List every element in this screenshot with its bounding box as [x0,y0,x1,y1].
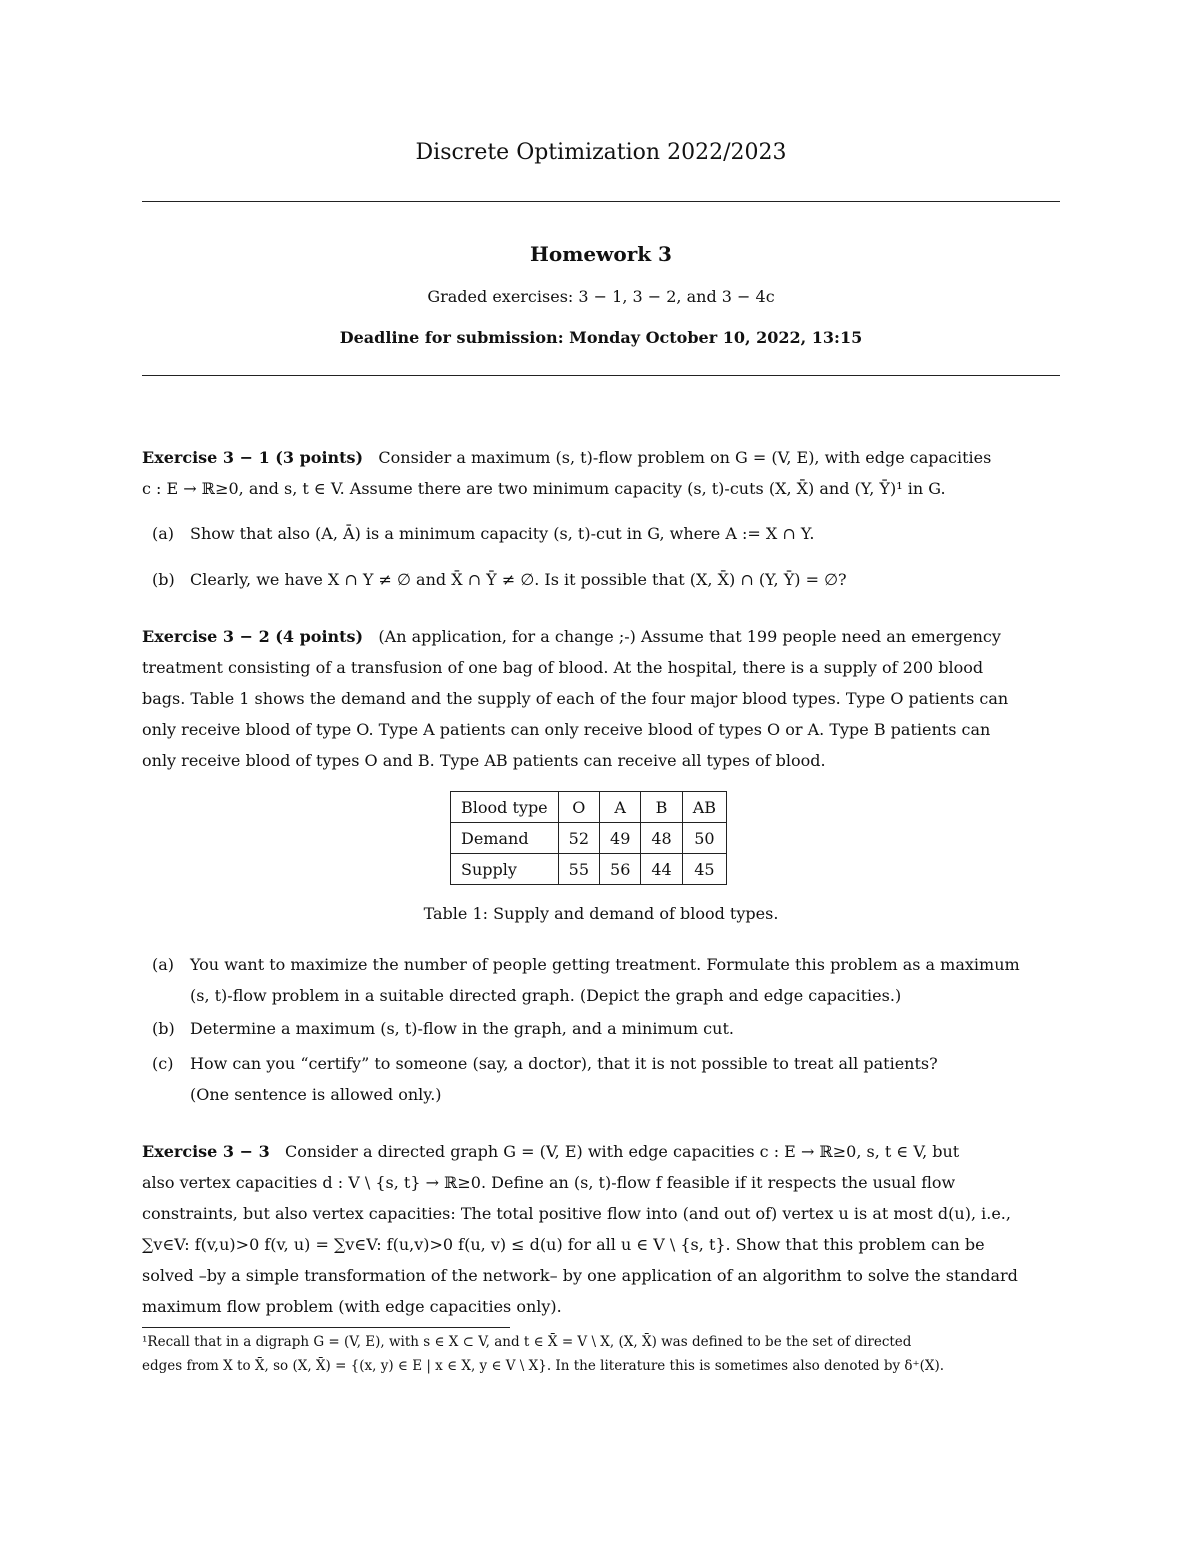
footnote [142,1330,1060,1378]
exercise-3-line-1: Consider a directed graph G = (V, E) with edge capacities c : E → ℝ≥0, s, t ∈ V, but [285,1142,960,1161]
table-cell: 56 [600,854,641,885]
part-label: (a) [152,524,175,543]
exercise-2-part-a [152,949,1060,1011]
part-text: Clearly, we have X ∩ Y ≠ ∅ and X̄ ∩ Ȳ ≠ ∅. Is it possible that (X, X̄) ∩ (Y, Ȳ) = ∅? [190,570,847,589]
table-header-row [451,792,727,823]
table-cell: B [641,792,682,823]
exercise-3-body [142,1136,1060,1322]
exercise-2-line-4: only receive blood of type O. Type A patients can only receive blood of types O or A. Type B patients can [142,720,991,739]
part-text-line-1: How can you “certify” to someone (say, a doctor), that it is not possible to treat all patients? [190,1054,938,1073]
exercise-2-intro [142,621,1060,776]
exercise-3-line-5: solved –by a simple transformation of the network– by one application of an algorithm to solve the standard [142,1266,1018,1285]
exercise-2-line-5: only receive blood of types O and B. Type AB patients can receive all types of blood. [142,751,826,770]
table-cell: Supply [451,854,559,885]
exercise-1-line-2: c : E → ℝ≥0, and s, t ∈ V. Assume there are two minimum capacity (s, t)-cuts (X, X̄) and (Y, Ȳ)¹ in G. [142,479,946,498]
part-text: Show that also (A, Ā) is a minimum capacity (s, t)-cut in G, where A := X ∩ Y. [190,524,815,543]
exercise-3-line-4: ∑v∈V: f(v,u)>0 f(v, u) = ∑v∈V: f(u,v)>0 f(u, v) ≤ d(u) for all u ∈ V \ {s, t}. Show that this problem can be [142,1235,985,1254]
exercise-1-line-1: Consider a maximum (s, t)-flow problem on G = (V, E), with edge capacities [378,448,992,467]
table-caption: Table 1: Supply and demand of blood types. [423,904,779,923]
table-cell: 52 [558,823,599,854]
exercise-3-line-3: constraints, but also vertex capacities: The total positive flow into (and out of) vertex u is at most d(u), i.e., [142,1204,1011,1223]
footnote-rule [142,1327,510,1328]
exercise-3-line-2: also vertex capacities d : V \ {s, t} → ℝ≥0. Define an (s, t)-flow f feasible if it respects the usual flow [142,1173,956,1192]
course-title: Discrete Optimization 2022/2023 [415,140,787,165]
exercise-2-line-1: (An application, for a change ;-) Assume that 199 people need an emergency [378,627,1001,646]
exercise-1-part-b [152,564,1060,595]
graded-exercises: Graded exercises: 3 − 1, 3 − 2, and 3 − 4c [427,287,775,306]
exercise-1-intro [142,442,1060,504]
table-cell: 50 [682,823,726,854]
part-label: (a) [152,955,175,974]
table-cell: 49 [600,823,641,854]
part-label: (c) [152,1054,174,1073]
exercise-1-part-a [152,518,1060,549]
table-cell: O [558,792,599,823]
table-cell: 45 [682,854,726,885]
exercise-2-part-c [152,1048,1060,1110]
homework-title: Homework 3 [530,242,672,266]
table-cell: AB [682,792,726,823]
table-cell: 48 [641,823,682,854]
exercise-2-heading: Exercise 3 − 2 (4 points) [142,627,364,646]
part-text-line-1: You want to maximize the number of people getting treatment. Formulate this problem as a maximum [190,955,1020,974]
table-cell: Blood type [451,792,559,823]
bottom-rule [142,375,1060,376]
table-cell: 55 [558,854,599,885]
exercise-3-line-6: maximum flow problem (with edge capacities only). [142,1297,562,1316]
footnote-line-1: ¹Recall that in a digraph G = (V, E), with s ∈ X ⊂ V, and t ∈ X̄ = V \ X, (X, X̄) was defined to be the set of directed [142,1334,912,1350]
deadline: Deadline for submission: Monday October 10, 2022, 13:15 [339,328,863,347]
exercise-3-heading: Exercise 3 − 3 [142,1142,270,1161]
part-text-line-2: (s, t)-flow problem in a suitable directed graph. (Depict the graph and edge capacities.) [190,986,902,1005]
part-text-line-2: (One sentence is allowed only.) [190,1085,442,1104]
part-label: (b) [152,1019,175,1038]
part-text-line-1: Determine a maximum (s, t)-flow in the graph, and a minimum cut. [190,1019,734,1038]
table-row [451,854,727,885]
blood-type-table [450,791,727,885]
exercise-2-line-3: bags. Table 1 shows the demand and the supply of each of the four major blood types. Type O patients can [142,689,1009,708]
top-rule [142,201,1060,202]
exercise-1-heading: Exercise 3 − 1 (3 points) [142,448,364,467]
exercise-2-line-2: treatment consisting of a transfusion of one bag of blood. At the hospital, there is a supply of 200 blood [142,658,984,677]
table-cell: A [600,792,641,823]
footnote-line-2: edges from X to X̄, so (X, X̄) = {(x, y) ∈ E | x ∈ X, y ∈ V \ X}. In the literature this is sometimes also denoted by δ⁺(X). [142,1358,945,1374]
table-cell: 44 [641,854,682,885]
exercise-2-part-b [152,1013,1060,1044]
table-cell: Demand [451,823,559,854]
part-label: (b) [152,570,175,589]
table-row [451,823,727,854]
